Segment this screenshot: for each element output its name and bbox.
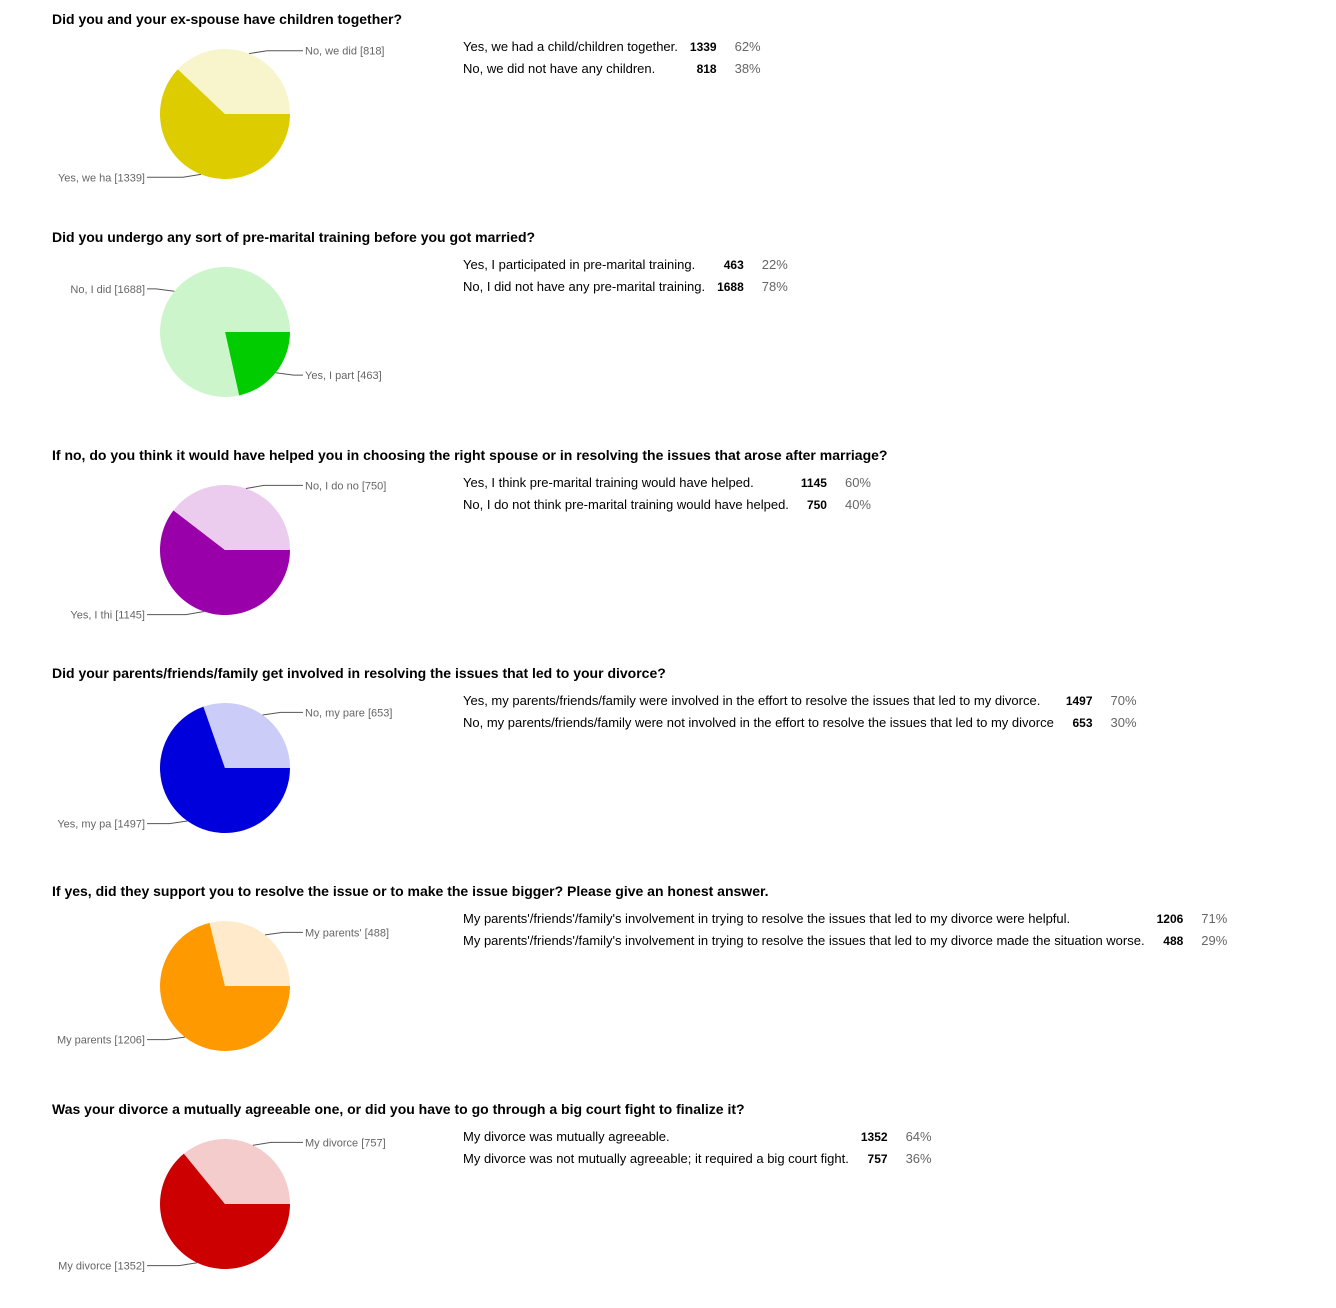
answer-percent: 36% [905,1151,932,1166]
slice-label: Yes, we ha [1339] [57,172,145,185]
answer-count: 757 [867,1152,888,1166]
answer-percent: 40% [844,497,871,512]
answer-percent: 70% [1110,693,1137,708]
question-section [0,436,1336,654]
pie-chart [0,872,440,1090]
answer-row [463,690,1137,712]
leader-line [263,712,303,715]
answer-percent: 22% [761,257,788,272]
answer-count: 1497 [1065,694,1093,708]
answer-summary-table [463,690,1137,734]
answer-summary-table [463,472,871,516]
answer-percent: 71% [1201,911,1228,926]
answer-percent: 78% [761,279,788,294]
answer-count: 1339 [689,40,717,54]
leader-line [265,932,303,935]
answer-count: 1145 [800,476,827,490]
answer-summary-table [463,1126,932,1170]
answer-text: Yes, we had a child/children together. [463,39,678,54]
answer-count: 1352 [860,1130,888,1144]
answer-text: No, my parents/friends/family were not involved in the effort to resolve the issues that led to my divorce [463,715,1054,730]
answer-summary-table [463,36,761,80]
question-title: If no, do you think it would have helped you in choosing the right spouse or in resolving the issues that arose after marriage? [52,447,888,463]
answer-row [463,276,788,298]
answer-count: 818 [696,62,717,76]
question-title: Did your parents/friends/family get involved in resolving the issues that led to your divorce? [52,665,666,681]
answer-text: No, I did not have any pre-marital training. [463,279,706,294]
question-section [0,218,1336,436]
leader-line [253,1142,303,1145]
slice-label: Yes, I part [463] [305,370,382,383]
answer-row [463,908,1227,930]
answer-text: No, I do not think pre-marital training would have helped. [463,497,789,512]
slice-label: No, we did [818] [305,45,385,58]
answer-row [463,1126,932,1148]
answer-summary-table [463,908,1227,952]
answer-percent: 38% [734,61,761,76]
slice-label: My divorce [757] [305,1137,386,1150]
answer-count: 463 [723,258,744,272]
leader-line [147,174,201,177]
answer-count: 1206 [1156,912,1184,926]
answer-text: My parents'/friends'/family's involvement in trying to resolve the issues that led to my divorce made the situation worse. [463,933,1145,948]
leader-line [276,373,303,375]
answer-text: Yes, my parents/friends/family were involved in the effort to resolve the issues that led to my divorce. [463,693,1041,708]
answer-row [463,494,871,516]
answer-row [463,930,1227,952]
answer-summary-table [463,254,788,298]
slice-label: Yes, I thi [1145] [70,609,145,622]
question-title: If yes, did they support you to resolve the issue or to make the issue bigger? Please give an honest answer. [52,883,769,899]
answer-row [463,472,871,494]
answer-text: My divorce was not mutually agreeable; it required a big court fight. [463,1151,849,1166]
question-section [0,872,1336,1090]
slice-label: My divorce [1352] [58,1260,145,1273]
slice-label: My parents [1206] [56,1034,145,1047]
answer-percent: 62% [734,39,761,54]
answer-count: 1688 [717,280,744,294]
question-title: Did you and your ex-spouse have children together? [52,11,403,27]
question-title: Did you undergo any sort of pre-marital training before you got married? [52,229,536,245]
answer-row [463,58,761,80]
answer-row [463,1148,932,1170]
answer-text: My parents'/friends'/family's involvement in trying to resolve the issues that led to my divorce were helpful. [463,911,1071,926]
leader-line [147,1037,185,1040]
pie-chart [0,1090,440,1308]
answer-row [463,254,788,276]
leader-line [147,289,174,291]
answer-row [463,712,1137,734]
answer-count: 750 [806,498,827,512]
pie-chart [0,0,440,218]
leader-line [246,485,303,488]
pie-chart [0,654,440,872]
answer-percent: 29% [1201,933,1228,948]
leader-line [249,51,303,54]
question-section [0,654,1336,872]
leader-line [147,821,187,824]
slice-label: My parents' [488] [305,927,390,940]
answer-row [463,36,761,58]
slice-label: Yes, my pa [1497] [57,818,145,831]
answer-text: My divorce was mutually agreeable. [463,1129,670,1144]
question-title: Was your divorce a mutually agreeable one, or did you have to go through a big court fight to finalize it? [52,1101,745,1117]
answer-count: 653 [1072,716,1093,730]
answer-text: No, we did not have any children. [463,61,656,76]
answer-percent: 64% [905,1129,932,1144]
leader-line [147,612,204,615]
pie-chart [0,218,440,436]
slice-label: No, my pare [653] [305,707,393,720]
answer-text: Yes, I participated in pre-marital training. [463,257,696,272]
slice-label: No, I did [1688] [70,283,145,296]
slice-label: No, I do no [750] [305,480,387,493]
answer-percent: 60% [844,475,871,490]
pie-chart [0,436,440,654]
answer-text: Yes, I think pre-marital training would have helped. [463,475,754,490]
answer-percent: 30% [1110,715,1137,730]
question-section [0,0,1336,218]
question-section [0,1090,1336,1308]
answer-count: 488 [1163,934,1184,948]
leader-line [147,1263,197,1266]
